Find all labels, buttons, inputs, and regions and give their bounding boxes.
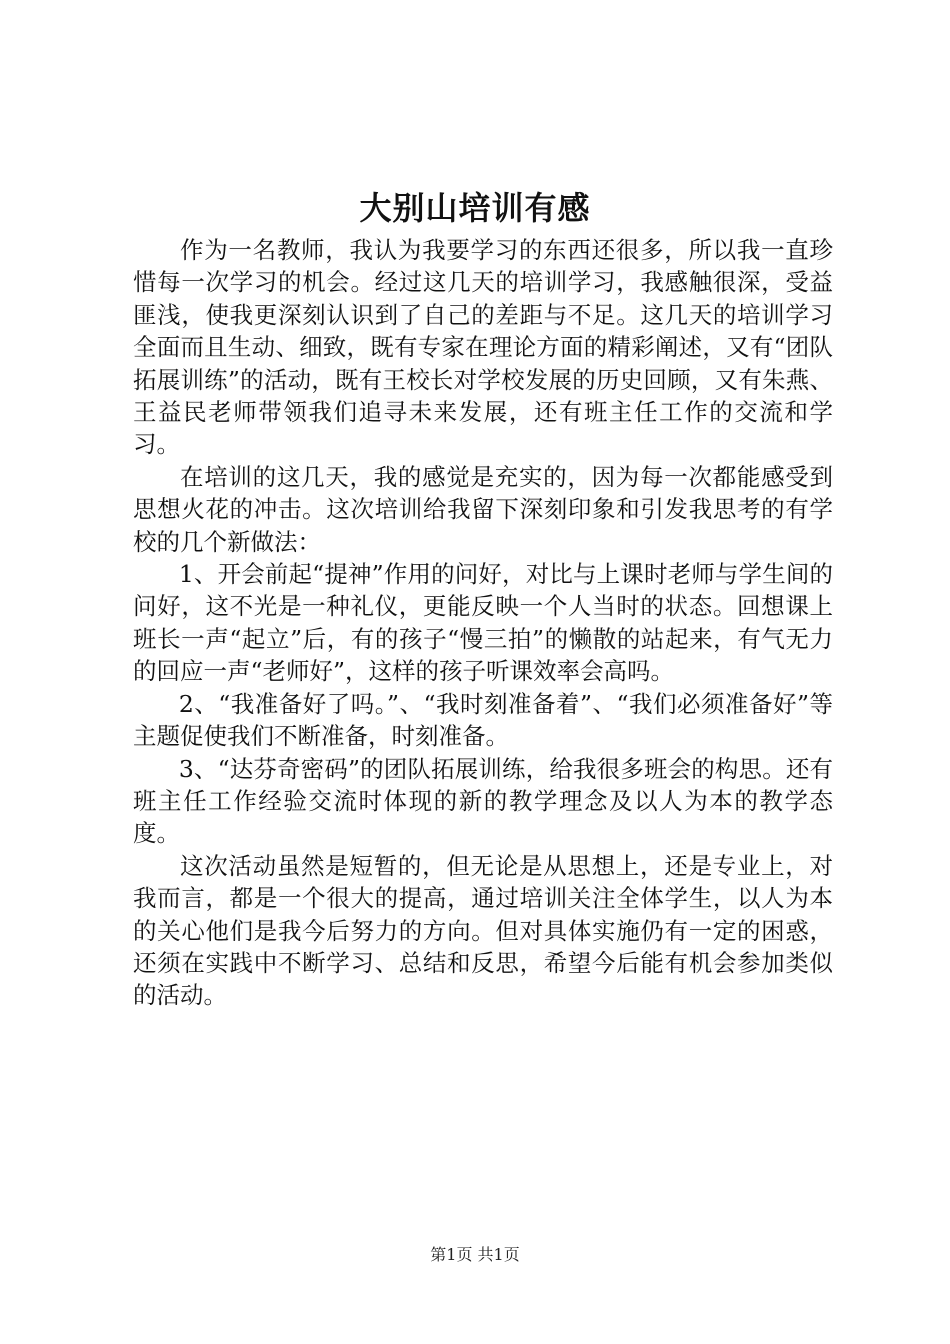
paragraph-intro: 作为一名教师，我认为我要学习的东西还很多，所以我一直珍惜每一次学习的机会。经过这几天的培训学习，我感触很深，受益匪浅，使我更深刻认识到了自己的差距与不足。这几天的培训学习全面而且生动、细致，既有专家在理论方面的精彩阐述，又有“团队拓展训练”的活动，既有王校长对学校发展的历史回顾，又有朱燕、王益民老师带领我们追寻未来发展，还有班主任工作的交流和学习。 (133, 236, 833, 459)
paragraph-conclusion: 这次活动虽然是短暂的，但无论是从思想上，还是专业上，对我而言，都是一个很大的提高，通过培训关注全体学生，以人为本的关心他们是我今后努力的方向。但对具体实施仍有一定的困惑，还须在实践中不断学习、总结和反思，希望今后能有机会参加类似的活动。 (133, 851, 833, 1010)
list-item-1: 1、开会前起“提神”作用的问好，对比与上课时老师与学生间的问好，这不光是一种礼仪，更能反映一个人当时的状态。回想课上班长一声“起立”后，有的孩子“慢三拍”的懒散的站起来，有气无力的回应一声“老师好”，这样的孩子听课效率会高吗。 (133, 560, 833, 686)
document-body (133, 234, 833, 1012)
page-footer: 第1页 共1页 (430, 1245, 520, 1264)
document-title: 大别山培训有感 (359, 189, 591, 227)
paragraph-feelings: 在培训的这几天，我的感觉是充实的，因为每一次都能感受到思想火花的冲击。这次培训给我留下深刻印象和引发我思考的有学校的几个新做法： (133, 462, 833, 556)
list-item-3: 3、“达芬奇密码”的团队拓展训练，给我很多班会的构思。还有班主任工作经验交流时体现的新的教学理念及以人为本的教学态度。 (133, 754, 833, 848)
list-item-2: 2、“我准备好了吗。”、“我时刻准备着”、“我们必须准备好”等主题促使我们不断准备，时刻准备。 (133, 689, 833, 751)
